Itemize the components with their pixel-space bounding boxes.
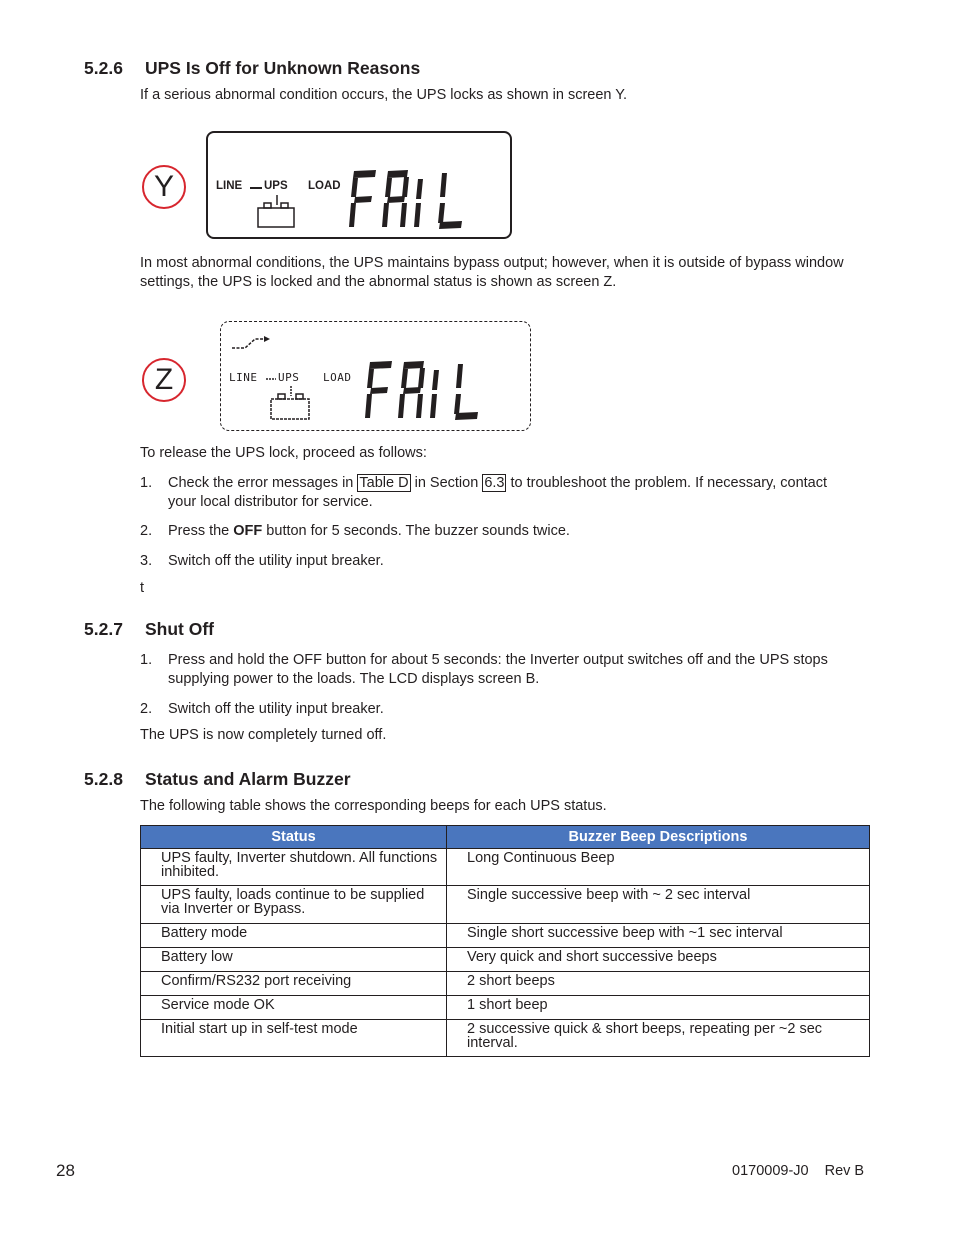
- screen-z-marker: Z: [142, 358, 186, 402]
- step-number: 1.: [140, 475, 153, 491]
- status-cell: Battery low: [141, 948, 447, 972]
- list-item: [140, 700, 850, 720]
- step-number: 3.: [140, 553, 153, 569]
- off-button-label: OFF: [233, 523, 263, 539]
- battery-icon: [269, 386, 313, 422]
- step-text: Switch off the utility input breaker.: [168, 701, 384, 717]
- doc-id: 0170009-J0: [732, 1163, 809, 1179]
- status-cell: UPS faulty, loads continue to be supplied via Inverter or Bypass.: [141, 886, 447, 924]
- status-cell: Battery mode: [141, 924, 447, 948]
- lcd-ups-label: UPS: [278, 371, 300, 384]
- lcd-screen-y: [206, 131, 512, 239]
- step-text: Press the OFF button for 5 seconds. The buzzer sounds twice.: [168, 523, 570, 539]
- doc-reference: [732, 1163, 864, 1179]
- buzzer-status-table: [140, 825, 870, 1057]
- table-header-row: [141, 826, 870, 849]
- section-number: 5.2.8: [84, 769, 123, 789]
- beep-cell: 1 short beep: [447, 996, 870, 1020]
- beep-cell: Single short successive beep with ~1 sec interval: [447, 924, 870, 948]
- fail-segment-display: [361, 358, 485, 422]
- step-number: 1.: [140, 652, 153, 668]
- closing-paragraph: The UPS is now completely turned off.: [140, 727, 387, 743]
- section-title: Shut Off: [145, 619, 215, 639]
- section-heading-5-2-6: [84, 58, 420, 79]
- column-header-beep: Buzzer Beep Descriptions: [447, 826, 870, 849]
- table-row: [141, 1020, 870, 1057]
- line-connector-icon: [265, 377, 277, 381]
- beep-cell: 2 short beeps: [447, 972, 870, 996]
- list-item: [140, 651, 850, 691]
- step-number: 2.: [140, 701, 153, 717]
- status-cell: Confirm/RS232 port receiving: [141, 972, 447, 996]
- battery-icon: [256, 195, 298, 229]
- beep-cell: 2 successive quick & short beeps, repeating per ~2 sec interval.: [447, 1020, 870, 1057]
- page-number: 28: [56, 1161, 75, 1180]
- lcd-line-label: LINE: [216, 180, 243, 192]
- lcd-load-label: LOAD: [308, 180, 341, 192]
- list-item: [140, 474, 850, 514]
- table-row: [141, 849, 870, 886]
- table-row: [141, 972, 870, 996]
- column-header-status: Status: [141, 826, 447, 849]
- table-d-link[interactable]: Table D: [359, 475, 409, 491]
- beep-cell: Very quick and short successive beeps: [447, 948, 870, 972]
- status-cell: UPS faulty, Inverter shutdown. All functions inhibited.: [141, 849, 447, 886]
- step-text: Switch off the utility input breaker.: [168, 553, 384, 569]
- screen-y-marker: Y: [142, 165, 186, 209]
- section-heading-5-2-7: [84, 619, 214, 640]
- table-row: [141, 948, 870, 972]
- table-row: [141, 924, 870, 948]
- fail-segment-display: [346, 167, 468, 231]
- table-intro: The following table shows the corresponding beeps for each UPS status.: [140, 798, 607, 814]
- stray-character: t: [140, 580, 145, 596]
- step-number: 2.: [140, 523, 153, 539]
- lcd-load-label: LOAD: [323, 371, 352, 384]
- list-item: [140, 552, 850, 572]
- table-row: [141, 996, 870, 1020]
- lcd-screen-z: [220, 321, 531, 431]
- lcd-ups-label: UPS: [264, 180, 288, 192]
- list-item: [140, 522, 850, 542]
- section-title: Status and Alarm Buzzer: [145, 769, 351, 789]
- line-connector-icon: [249, 186, 263, 190]
- status-cell: Service mode OK: [141, 996, 447, 1020]
- step-text: Press and hold the OFF button for about 5 seconds: the Inverter output switches off and the UPS stops supplying power to the loads. The LCD displays screen B.: [168, 652, 828, 687]
- table-row: [141, 886, 870, 924]
- release-intro: To release the UPS lock, proceed as follows:: [140, 445, 427, 461]
- bypass-line-icon: [231, 334, 271, 350]
- section-title: UPS Is Off for Unknown Reasons: [145, 58, 421, 78]
- section-heading-5-2-8: [84, 769, 351, 790]
- middle-paragraph: In most abnormal conditions, the UPS maintains bypass output; however, when it is outside of bypass window settings, the UPS is locked and the abnormal status is shown as screen Z.: [140, 255, 844, 290]
- beep-cell: Single successive beep with ~ 2 sec interval: [447, 886, 870, 924]
- step-text: Check the error messages in Table D in Section 6.3 to troubleshoot the problem. If necessary, contact your local distributor for service.: [168, 475, 827, 510]
- revision: Rev B: [824, 1163, 865, 1179]
- section-6-3-link[interactable]: 6.3: [484, 475, 505, 491]
- section-number: 5.2.6: [84, 58, 123, 78]
- section-number: 5.2.7: [84, 619, 123, 639]
- status-cell: Initial start up in self-test mode: [141, 1020, 447, 1057]
- lcd-line-label: LINE: [229, 371, 258, 384]
- intro-paragraph: If a serious abnormal condition occurs, the UPS locks as shown in screen Y.: [140, 87, 628, 103]
- beep-cell: Long Continuous Beep: [447, 849, 870, 886]
